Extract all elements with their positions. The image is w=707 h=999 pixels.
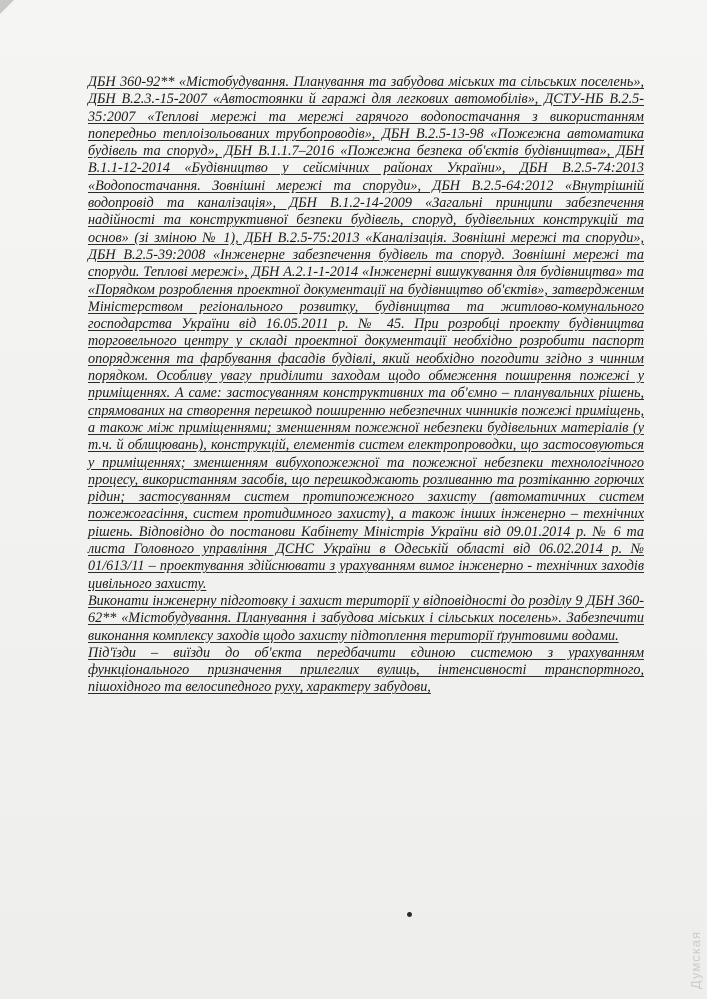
paragraph-engineering-preparation: Виконати інженерну підготовку і захист території у відповідності до розділу 9 ДБН 360-62** «Містобудування. Планування і забудова міських і сільських поселень». Забезпечити виконання комплексу заходів щодо захисту підтоплення території ґрунтовими водами. — [88, 592, 644, 644]
watermark-text: Думская — [688, 930, 703, 989]
scan-corner-shadow — [0, 0, 14, 14]
page-dot-mark — [407, 912, 412, 917]
paragraph-access-roads: Під'їзди – виїзди до об'єкта передбачити єдиною системою з урахуванням функціонального призначення прилеглих вулиць, інтенсивності транспортного, пішохідного та велосипедного руху, характеру забудови, — [88, 644, 644, 696]
document-body — [88, 74, 644, 697]
paragraph-norms: ДБН 360-92** «Містобудування. Планування та забудова міських та сільських поселень», ДБН В.2.3.-15-2007 «Автостоянки й гаражі для легкових автомобілів», ДСТУ-НБ В.2.5-35:2007 «Теплові мережі та мережі гарячого водопостачання з використанням попередньо теплоізольованих трубопроводів», ДБН В.2.5-13-98 «Пожежна автоматика будівель та споруд», ДБН В.1.1.7–2016 «Пожежна безпека об'єктів будівництва», ДБН В.1.1-12-2014 «Будівництво у сейсмічних районах України», ДБН В.2.5-74:2013 «Водопостачання. Зовнішні мережі та споруди», ДБН В.2.5-64:2012 «Внутрішній водопровід та каналізація», ДБН В.1.2-14-2009 «Загальні принципи забезпечення надійності та конструктивної безпеки будівель, споруд, будівельних конструкцій та основ» (зі зміною № 1), ДБН В.2.5-75:2013 «Каналізація. Зовнішні мережі та споруди», ДБН В.2.5-39:2008 «Інженерне забезпечення будівель та споруд. Зовнішні мережі та споруди. Теплові мережі», ДБН А.2.1-1-2014 «Інженерні вишукування для будівництва» та «Порядком розроблення проектної документації на будівництво об'єктів», затвердженим Міністерством регіонального розвитку, будівництва та житлово-комунального господарства України від 16.05.2011 р. № 45. При розробці проекту будівництва торговельного центру у складі проектної документації необхідно розробити паспорт опорядження та фарбування фасадів будівлі, який необхідно погодити згідно з чинним порядком. Особливу увагу приділити заходам щодо обмеження поширення пожежі у приміщеннях. А саме: застосуванням конструктивних та об'ємно – планувальних рішень, спрямованих на створення перешкод поширенню небезпечних чинників пожежі приміщень, а також між приміщеннями; зменшенням пожежної небезпеки будівельних матеріалів (у т.ч. й облицювань), конструкцій, елементів систем електропроводки, що застосовуються у приміщеннях; зменшенням вибухопожежної та пожежної небезпеки технологічного процесу, використанням засобів, що перешкоджають розливанню та розтіканню горючих рідин; застосуванням систем протипожежного захисту (автоматичних систем пожежогасіння, систем протидимного захисту), а також інших інженерно – технічних рішень. Відповідно до постанови Кабінету Міністрів України від 09.01.2014 р. № 6 та листа Головного управління ДСНС України в Одеській області від 06.02.2014 р. № 01/613/11 – проектування здійснювати з урахуванням вимог інженерно - технічних заходів цивільного захисту. — [88, 74, 644, 592]
